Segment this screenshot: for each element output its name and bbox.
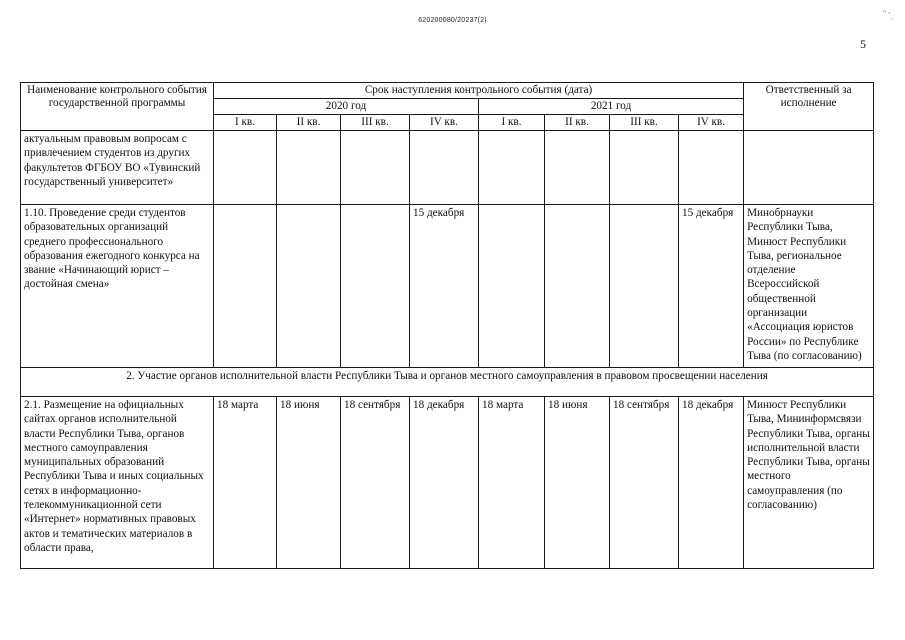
control-events-table: [20, 82, 874, 569]
header-year-2020: 2020 год: [214, 99, 479, 115]
header-quarter: II кв.: [277, 115, 341, 131]
header-deadline: Срок наступления контрольного события (дата): [214, 83, 744, 99]
date-cell: 18 декабря: [679, 397, 744, 569]
date-cell: 18 июня: [277, 397, 341, 569]
date-cell: [341, 205, 410, 368]
date-cell: 18 июня: [545, 397, 610, 569]
date-cell: [610, 131, 679, 205]
page-number: 5: [860, 37, 866, 51]
document-stamp: 620200080/20237(2): [418, 17, 487, 24]
table-row: [21, 131, 874, 205]
header-quarter: IV кв.: [679, 115, 744, 131]
date-cell: [277, 131, 341, 205]
date-cell: 15 декабря: [410, 205, 479, 368]
date-cell: 18 декабря: [410, 397, 479, 569]
header-event-name: Наименование контрольного события государственной программы: [21, 83, 214, 131]
date-cell: [479, 131, 545, 205]
date-cell: 18 сентября: [341, 397, 410, 569]
responsible-cell: Минобрнауки Республики Тыва, Минюст Республики Тыва, региональное отделение Всероссийской общественной организации «Ассоциация юристов России» по Республике Тыва (по согласованию): [744, 205, 874, 368]
header-quarter: I кв.: [214, 115, 277, 131]
date-cell: [214, 205, 277, 368]
header-quarter: III кв.: [610, 115, 679, 131]
date-cell: 15 декабря: [679, 205, 744, 368]
table-row: [21, 397, 874, 569]
corner-scan-mark: " ' .: [880, 8, 896, 22]
header-responsible: Ответственный за исполнение: [744, 83, 874, 131]
header-quarter: II кв.: [545, 115, 610, 131]
responsible-cell: [744, 131, 874, 205]
responsible-cell: Минюст Республики Тыва, Мининформсвязи Республики Тыва, органы исполнительной власти Республики Тыва, органы местного самоуправления (по согласованию): [744, 397, 874, 569]
date-cell: [545, 131, 610, 205]
event-name-cell: 2.1. Размещение на официальных сайтах органов исполнительной власти Республики Тыва, органов местного самоуправления муниципальных образований Республики Тыва и иных социальных сетях в информационно-телекоммуникационной сети «Интернет» нормативных правовых актов и тематических материалов в области права,: [21, 397, 214, 569]
date-cell: [214, 131, 277, 205]
table-row: [21, 205, 874, 368]
date-cell: [679, 131, 744, 205]
date-cell: 18 марта: [214, 397, 277, 569]
section-row: [21, 368, 874, 397]
date-cell: 18 марта: [479, 397, 545, 569]
header-year-2021: 2021 год: [479, 99, 744, 115]
date-cell: [277, 205, 341, 368]
section-heading: 2. Участие органов исполнительной власти Республики Тыва и органов местного самоуправления в правовом просвещении населения: [21, 368, 874, 397]
date-cell: [479, 205, 545, 368]
header-quarter: IV кв.: [410, 115, 479, 131]
date-cell: [545, 205, 610, 368]
header-quarter: III кв.: [341, 115, 410, 131]
date-cell: [341, 131, 410, 205]
event-name-cell: 1.10. Проведение среди студентов образовательных организаций среднего профессионального образования ежегодного конкурса на звание «Начинающий юрист – достойная смена»: [21, 205, 214, 368]
date-cell: [410, 131, 479, 205]
date-cell: 18 сентября: [610, 397, 679, 569]
event-name-cell: актуальным правовым вопросам с привлечением студентов из других факультетов ФГБОУ ВО «Тувинский государственный университет»: [21, 131, 214, 205]
header-quarter: I кв.: [479, 115, 545, 131]
date-cell: [610, 205, 679, 368]
